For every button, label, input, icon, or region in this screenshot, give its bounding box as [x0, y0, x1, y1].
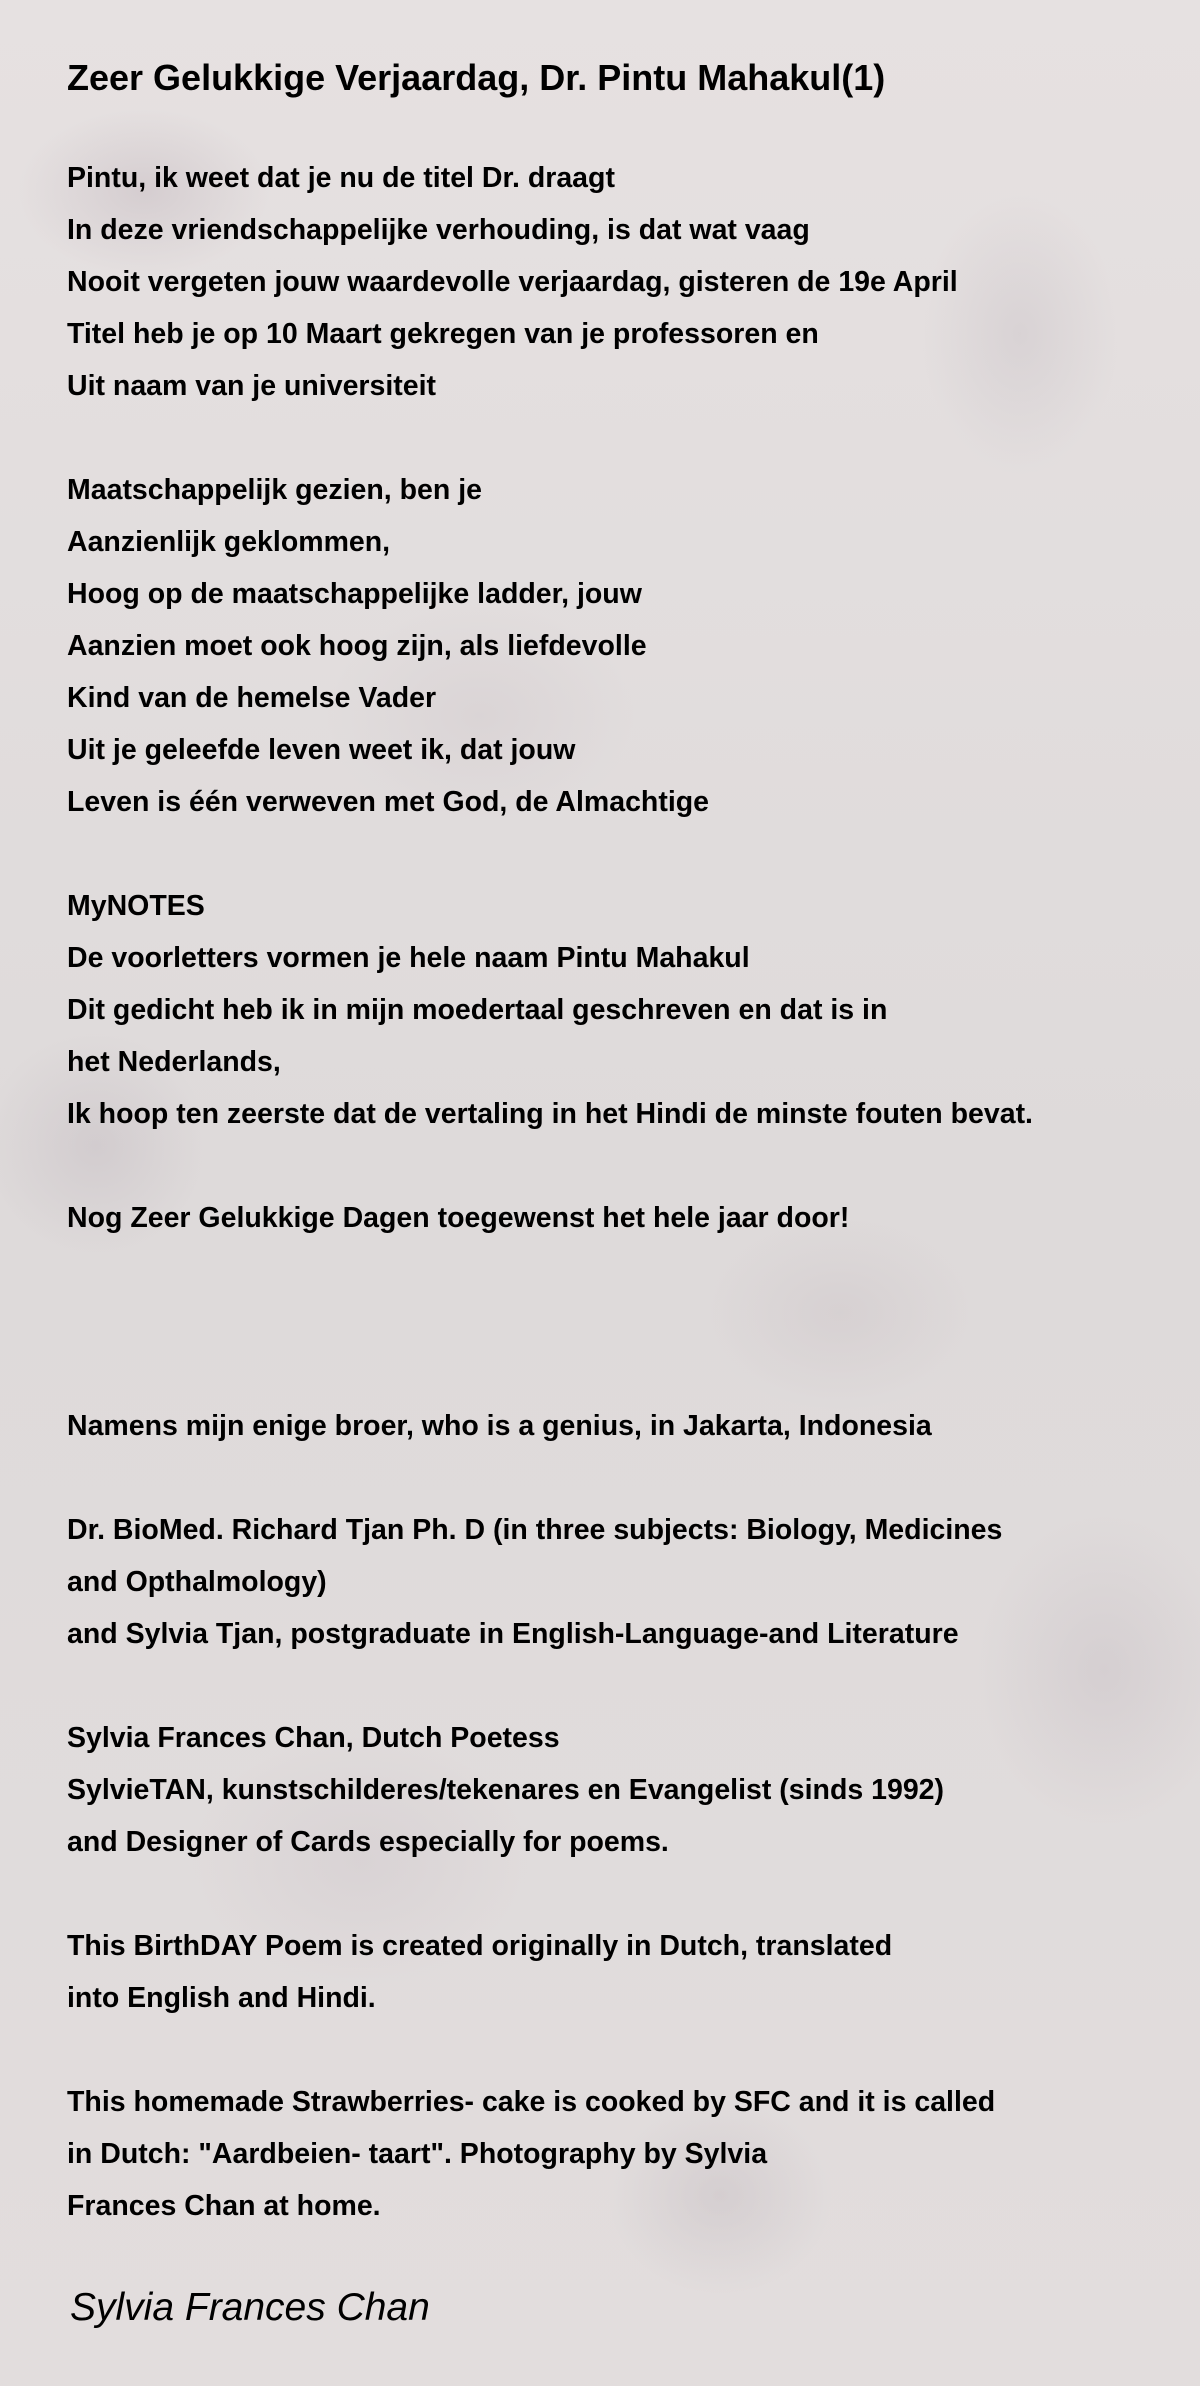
poem-author: Sylvia Frances Chan [70, 2286, 430, 2329]
poem-line: Aanzien moet ook hoog zijn, als liefdevolle [67, 630, 647, 662]
poem-line: and Designer of Cards especially for poems. [67, 1826, 669, 1858]
poem-line: and Sylvia Tjan, postgraduate in English-Language-and Literature [67, 1618, 959, 1650]
poem-line: SylvieTAN, kunstschilderes/tekenares en Evangelist (sinds 1992) [67, 1774, 945, 1806]
poem-line: in Dutch: "Aardbeien- taart". Photography by Sylvia [67, 2138, 768, 2170]
poem-line: Nog Zeer Gelukkige Dagen toegewenst het hele jaar door! [67, 1202, 850, 1234]
poem-title: Zeer Gelukkige Verjaardag, Dr. Pintu Mahakul(1) [67, 57, 886, 98]
poem-line: Dit gedicht heb ik in mijn moedertaal geschreven en dat is in [67, 994, 888, 1026]
poem-line: Ik hoop ten zeerste dat de vertaling in het Hindi de minste fouten bevat. [67, 1098, 1033, 1130]
poem-line: This homemade Strawberries- cake is cooked by SFC and it is called [67, 2086, 996, 2118]
stanza-break [67, 1348, 1177, 1400]
stanza-break [67, 412, 1177, 464]
notes-heading: MyNOTES [67, 890, 205, 922]
poem-line: Hoog op de maatschappelijke ladder, jouw [67, 578, 642, 610]
poem-body [67, 152, 1177, 2232]
poem-line: Uit naam van je universiteit [67, 370, 437, 402]
stanza-break [67, 2024, 1177, 2076]
poem-line: into English and Hindi. [67, 1982, 376, 2014]
stanza-break [67, 1660, 1177, 1712]
poem-line: Maatschappelijk gezien, ben je [67, 474, 482, 506]
poem-line: Leven is één verweven met God, de Almachtige [67, 786, 710, 818]
stanza-break [67, 828, 1177, 880]
poem-line: het Nederlands, [67, 1046, 281, 1078]
poem-line: Frances Chan at home. [67, 2190, 381, 2222]
stanza-break [67, 1296, 1177, 1348]
poem-line: Kind van de hemelse Vader [67, 682, 437, 714]
poem-line: Titel heb je op 10 Maart gekregen van je professoren en [67, 318, 819, 350]
poem-line: Namens mijn enige broer, who is a genius, in Jakarta, Indonesia [67, 1410, 932, 1442]
stanza-break [67, 1140, 1177, 1192]
poem-line: Uit je geleefde leven weet ik, dat jouw [67, 734, 576, 766]
stanza-break [67, 1452, 1177, 1504]
stanza-break [67, 1244, 1177, 1296]
poem-line: Pintu, ik weet dat je nu de titel Dr. draagt [67, 162, 615, 194]
poem-line: and Opthalmology) [67, 1566, 327, 1598]
poem-line: Sylvia Frances Chan, Dutch Poetess [67, 1722, 560, 1754]
poem-page [67, 48, 1177, 2232]
stanza-break [67, 1868, 1177, 1920]
poem-line: Nooit vergeten jouw waardevolle verjaardag, gisteren de 19e April [67, 266, 958, 298]
poem-line: De voorletters vormen je hele naam Pintu Mahakul [67, 942, 750, 974]
poem-line: This BirthDAY Poem is created originally in Dutch, translated [67, 1930, 893, 1962]
poem-line: Dr. BioMed. Richard Tjan Ph. D (in three subjects: Biology, Medicines [67, 1514, 1003, 1546]
poem-line: In deze vriendschappelijke verhouding, is dat wat vaag [67, 214, 810, 246]
poem-line: Aanzienlijk geklommen, [67, 526, 391, 558]
